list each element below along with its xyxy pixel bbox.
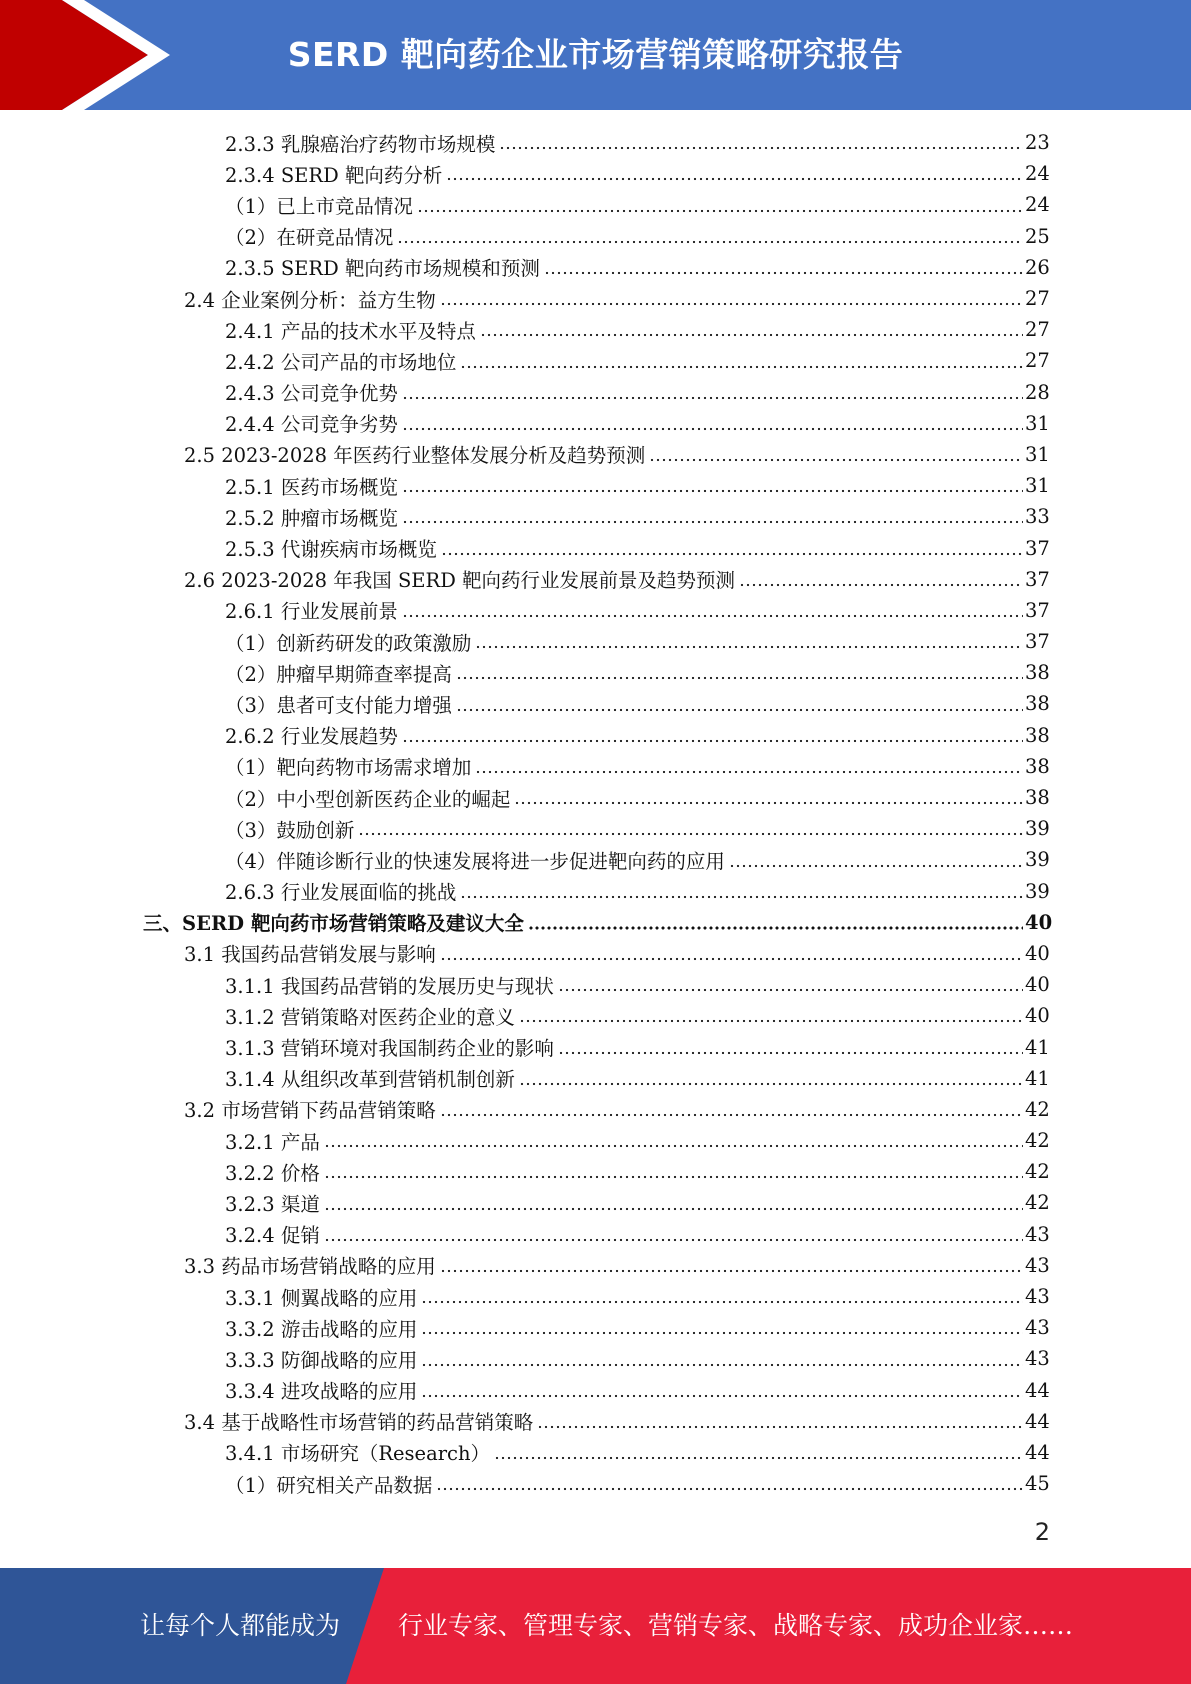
toc-dot-leader xyxy=(402,739,1023,743)
toc-dot-leader xyxy=(649,458,1023,462)
toc-entry-title: （1）已上市竞品情况 xyxy=(225,194,413,218)
toc-entry-title: 3.1.4 从组织改革到营销机制创新 xyxy=(225,1068,515,1092)
toc-entry[interactable] xyxy=(0,221,1050,252)
toc-entry-page: 37 xyxy=(1025,630,1050,654)
toc-dot-leader xyxy=(440,302,1023,306)
toc-entry[interactable] xyxy=(0,1000,1050,1031)
toc-entry[interactable] xyxy=(0,626,1050,657)
toc-dot-leader xyxy=(324,1207,1023,1211)
toc-dot-leader xyxy=(494,1456,1023,1460)
toc-entry-page: 33 xyxy=(1025,505,1050,529)
toc-entry-page: 43 xyxy=(1025,1285,1050,1309)
toc-entry-title: 3.3.1 侧翼战略的应用 xyxy=(225,1286,418,1310)
toc-entry-page: 37 xyxy=(1025,598,1050,622)
toc-entry[interactable] xyxy=(0,595,1050,626)
toc-entry[interactable] xyxy=(0,657,1050,688)
toc-entry-title: 3.1.2 营销策略对医药企业的意义 xyxy=(225,1005,515,1029)
toc-dot-leader xyxy=(440,1113,1023,1117)
toc-dot-leader xyxy=(358,832,1023,836)
toc-entry[interactable] xyxy=(0,1125,1050,1156)
toc-entry-page: 38 xyxy=(1025,723,1050,747)
header-title: SERD 靶向药企业市场营销策略研究报告 xyxy=(287,35,904,74)
toc-entry-page: 40 xyxy=(1025,1004,1050,1028)
toc-entry-page: 31 xyxy=(1025,442,1050,466)
toc-entry-title: 3.4.1 市场研究（Research） xyxy=(225,1442,491,1466)
toc-entry-page: 43 xyxy=(1025,1253,1050,1277)
toc-entry-page: 37 xyxy=(1025,567,1050,591)
toc-entry-title: 2.6.1 行业发展前景 xyxy=(225,600,398,624)
toc-entry-title: 3.2.1 产品 xyxy=(225,1130,320,1154)
toc-entry-page: 38 xyxy=(1025,786,1050,810)
toc-entry[interactable] xyxy=(0,969,1050,1000)
toc-entry-title: （2）中小型创新医药企业的崛起 xyxy=(225,787,511,811)
toc-entry-title: （3）鼓励创新 xyxy=(225,818,355,842)
toc-entry-page: 45 xyxy=(1025,1472,1050,1496)
toc-entry-title: 2.4.3 公司竞争优势 xyxy=(225,382,398,406)
toc-dot-leader xyxy=(421,1331,1023,1335)
toc-entry-title: （2）肿瘤早期筛查率提高 xyxy=(225,662,452,686)
toc-dot-leader xyxy=(421,1300,1023,1304)
toc-entry-title: 2.4.4 公司竞争劣势 xyxy=(225,413,398,437)
toc-entry[interactable] xyxy=(0,813,1050,844)
toc-entry-title: 3.3 药品市场营销战略的应用 xyxy=(184,1255,436,1279)
toc-dot-leader xyxy=(729,864,1023,868)
toc-entry[interactable] xyxy=(0,377,1050,408)
toc-entry[interactable] xyxy=(0,1312,1050,1343)
toc-entry[interactable] xyxy=(0,1250,1050,1281)
toc-dot-leader xyxy=(446,177,1023,181)
footer-slogan-left: 让每个人都能成为 xyxy=(140,1611,341,1640)
toc-dot-leader xyxy=(421,1363,1023,1367)
toc-entry[interactable] xyxy=(0,532,1050,563)
toc-entry-title: 三、SERD 靶向药市场营销策略及建议大全 xyxy=(143,912,524,936)
toc-entry-title: 2.3.5 SERD 靶向药市场规模和预测 xyxy=(225,257,540,281)
toc-entry-page: 42 xyxy=(1025,1129,1050,1153)
toc-entry-title: 2.5.3 代谢疾病市场概览 xyxy=(225,538,437,562)
toc-entry-page: 41 xyxy=(1025,1035,1050,1059)
toc-entry-page: 43 xyxy=(1025,1316,1050,1340)
toc-entry[interactable] xyxy=(0,1187,1050,1218)
toc-entry[interactable] xyxy=(0,876,1050,907)
toc-entry[interactable] xyxy=(0,345,1050,376)
toc-entry-page: 40 xyxy=(1025,941,1050,965)
toc-dot-leader xyxy=(324,1144,1023,1148)
toc-entry-page: 42 xyxy=(1025,1191,1050,1215)
toc-entry-page: 27 xyxy=(1025,349,1050,373)
toc-dot-leader xyxy=(456,708,1023,712)
toc-entry[interactable] xyxy=(0,314,1050,345)
toc-entry[interactable] xyxy=(0,1063,1050,1094)
toc-entry-title: 3.3.3 防御战略的应用 xyxy=(225,1348,418,1372)
toc-entry-title: 2.4.2 公司产品的市场地位 xyxy=(225,350,457,374)
page-header xyxy=(0,0,1191,110)
toc-entry[interactable] xyxy=(0,938,1050,969)
toc-entry[interactable] xyxy=(0,439,1050,470)
toc-entry-page: 44 xyxy=(1025,1440,1050,1464)
toc-entry-page: 31 xyxy=(1025,411,1050,435)
toc-entry-page: 24 xyxy=(1025,162,1050,186)
toc-entry[interactable] xyxy=(0,1468,1050,1499)
toc-entry-title: 2.6.2 行业发展趋势 xyxy=(225,725,398,749)
toc-entry-title: 2.5.2 肿瘤市场概览 xyxy=(225,506,398,530)
toc-entry-title: （4）伴随诊断行业的快速发展将进一步促进靶向药的应用 xyxy=(225,849,725,873)
toc-entry[interactable] xyxy=(0,1156,1050,1187)
toc-dot-leader xyxy=(456,676,1023,680)
toc-entry[interactable] xyxy=(0,189,1050,220)
toc-entry-title: 3.1 我国药品营销发展与影响 xyxy=(184,943,436,967)
toc-dot-leader xyxy=(324,1238,1023,1242)
toc-entry[interactable] xyxy=(0,844,1050,875)
toc-entry-page: 40 xyxy=(1025,910,1053,934)
toc-entry-title: 2.6.3 行业发展面临的挑战 xyxy=(225,881,457,905)
toc-entry-page: 39 xyxy=(1025,817,1050,841)
toc-entry[interactable] xyxy=(0,1437,1050,1468)
toc-entry[interactable] xyxy=(0,907,1053,938)
toc-dot-leader xyxy=(544,271,1023,275)
toc-entry-page: 38 xyxy=(1025,661,1050,685)
toc-dot-leader xyxy=(417,209,1023,213)
page-number: 2 xyxy=(1034,1518,1050,1546)
toc-dot-leader xyxy=(519,1082,1023,1086)
toc-entry-page: 44 xyxy=(1025,1409,1050,1433)
table-of-contents xyxy=(0,127,1191,1499)
toc-entry-page: 23 xyxy=(1025,131,1050,155)
toc-entry[interactable] xyxy=(0,1406,1050,1437)
toc-entry-page: 43 xyxy=(1025,1347,1050,1371)
toc-entry-title: （1）创新药研发的政策激励 xyxy=(225,631,472,655)
toc-dot-leader xyxy=(537,1425,1023,1429)
toc-entry-title: 2.5 2023-2028 年医药行业整体发展分析及趋势预测 xyxy=(184,444,646,468)
toc-entry-page: 39 xyxy=(1025,848,1050,872)
toc-entry-page: 44 xyxy=(1025,1378,1050,1402)
toc-entry[interactable] xyxy=(0,1031,1050,1062)
toc-dot-leader xyxy=(402,614,1023,618)
toc-entry-title: 2.4.1 产品的技术水平及特点 xyxy=(225,319,476,343)
toc-entry-page: 27 xyxy=(1025,287,1050,311)
toc-entry[interactable] xyxy=(0,1343,1050,1374)
toc-entry-title: 3.2 市场营销下药品营销策略 xyxy=(184,1099,436,1123)
toc-dot-leader xyxy=(475,770,1023,774)
toc-entry[interactable] xyxy=(0,782,1050,813)
toc-entry-page: 38 xyxy=(1025,692,1050,716)
toc-entry-title: 2.3.3 乳腺癌治疗药物市场规模 xyxy=(225,132,496,156)
toc-entry[interactable] xyxy=(0,470,1050,501)
toc-dot-leader xyxy=(739,583,1023,587)
toc-entry-page: 37 xyxy=(1025,536,1050,560)
toc-entry-page: 24 xyxy=(1025,193,1050,217)
toc-entry[interactable] xyxy=(0,1375,1050,1406)
toc-entry-page: 42 xyxy=(1025,1097,1050,1121)
toc-entry[interactable] xyxy=(0,720,1050,751)
toc-entry-page: 25 xyxy=(1025,224,1050,248)
toc-entry[interactable] xyxy=(0,751,1050,782)
toc-dot-leader xyxy=(514,801,1023,805)
toc-dot-leader xyxy=(421,1394,1023,1398)
toc-dot-leader xyxy=(558,1051,1023,1055)
toc-dot-leader xyxy=(402,520,1023,524)
toc-entry-title: 3.2.3 渠道 xyxy=(225,1192,320,1216)
toc-dot-leader xyxy=(441,552,1023,556)
toc-entry[interactable] xyxy=(0,283,1050,314)
toc-entry-title: 3.3.2 游击战略的应用 xyxy=(225,1317,418,1341)
toc-entry[interactable] xyxy=(0,1094,1050,1125)
toc-entry-title: 3.2.4 促销 xyxy=(225,1224,320,1248)
toc-entry-title: 3.4 基于战略性市场营销的药品营销策略 xyxy=(184,1411,534,1435)
toc-dot-leader xyxy=(460,895,1023,899)
toc-entry-title: 2.3.4 SERD 靶向药分析 xyxy=(225,163,443,187)
toc-entry[interactable] xyxy=(0,688,1050,719)
toc-entry-title: （1）研究相关产品数据 xyxy=(225,1473,433,1497)
toc-entry-page: 42 xyxy=(1025,1160,1050,1184)
toc-entry[interactable] xyxy=(0,252,1050,283)
toc-dot-leader xyxy=(440,1269,1023,1273)
toc-entry-title: 3.2.2 价格 xyxy=(225,1161,320,1185)
toc-entry-page: 27 xyxy=(1025,318,1050,342)
toc-entry-title: 2.5.1 医药市场概览 xyxy=(225,475,398,499)
toc-dot-leader xyxy=(558,988,1023,992)
toc-entry[interactable] xyxy=(0,408,1050,439)
toc-dot-leader xyxy=(499,146,1023,150)
toc-entry-title: （1）靶向药物市场需求增加 xyxy=(225,756,472,780)
toc-dot-leader xyxy=(460,365,1023,369)
toc-dot-leader xyxy=(397,240,1023,244)
toc-dot-leader xyxy=(402,489,1023,493)
toc-dot-leader xyxy=(475,645,1023,649)
toc-dot-leader xyxy=(528,926,1023,930)
toc-entry-title: 2.4 企业案例分析：益方生物 xyxy=(184,288,436,312)
toc-entry[interactable] xyxy=(0,1219,1050,1250)
toc-entry-page: 38 xyxy=(1025,754,1050,778)
footer-slogan-right: 行业专家、管理专家、营销专家、战略专家、成功企业家…… xyxy=(398,1611,1074,1640)
toc-entry[interactable] xyxy=(0,1281,1050,1312)
toc-entry-title: 2.6 2023-2028 年我国 SERD 靶向药行业发展前景及趋势预测 xyxy=(184,569,736,593)
toc-entry-page: 39 xyxy=(1025,879,1050,903)
toc-entry-title: 3.1.3 营销环境对我国制药企业的影响 xyxy=(225,1037,554,1061)
page-footer xyxy=(0,1568,1191,1684)
toc-dot-leader xyxy=(440,957,1023,961)
toc-dot-leader xyxy=(480,333,1023,337)
toc-entry-page: 28 xyxy=(1025,380,1050,404)
toc-entry-page: 40 xyxy=(1025,973,1050,997)
toc-dot-leader xyxy=(402,427,1023,431)
toc-entry[interactable] xyxy=(0,127,1050,158)
toc-entry-title: 3.1.1 我国药品营销的发展历史与现状 xyxy=(225,974,554,998)
toc-entry[interactable] xyxy=(0,501,1050,532)
toc-entry-page: 43 xyxy=(1025,1222,1050,1246)
toc-entry-title: （2）在研竞品情况 xyxy=(225,226,394,250)
toc-entry[interactable] xyxy=(0,564,1050,595)
toc-dot-leader xyxy=(519,1019,1023,1023)
toc-entry[interactable] xyxy=(0,158,1050,189)
toc-entry-page: 31 xyxy=(1025,474,1050,498)
toc-dot-leader xyxy=(436,1487,1023,1491)
toc-entry-page: 26 xyxy=(1025,255,1050,279)
toc-entry-page: 41 xyxy=(1025,1066,1050,1090)
toc-entry-title: （3）患者可支付能力增强 xyxy=(225,693,452,717)
toc-dot-leader xyxy=(324,1175,1023,1179)
toc-entry-title: 3.3.4 进攻战略的应用 xyxy=(225,1380,418,1404)
toc-dot-leader xyxy=(402,396,1023,400)
